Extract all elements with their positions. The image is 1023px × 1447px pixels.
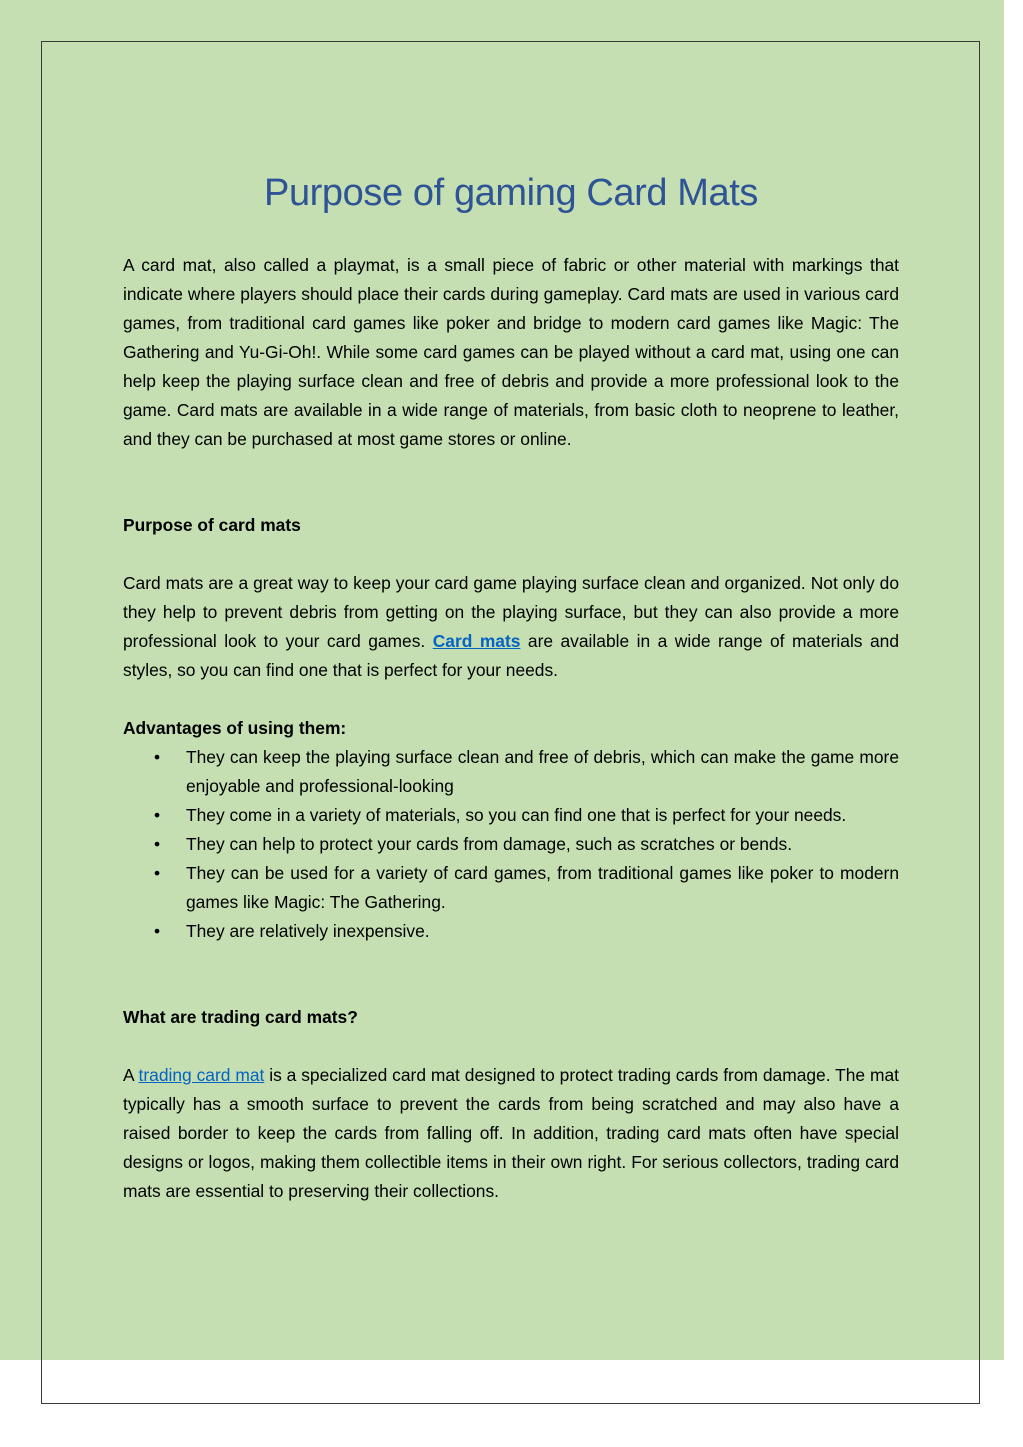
purpose-heading: Purpose of card mats (123, 515, 301, 535)
bullet-icon: • (154, 921, 161, 941)
list-item (123, 743, 899, 801)
bullet-icon: • (154, 747, 161, 767)
trading-text-after: is a specialized card mat designed to protect trading cards from damage. The mat typically has a smooth surface to prevent the cards from being scratched and may also have a raised border to keep the cards from falling off. In addition, trading card mats often have special designs or logos, making them collectible items in their own right. For serious collectors, trading card mats are essential to preserving their collections. (123, 1065, 899, 1201)
list-item (123, 917, 899, 946)
purpose-paragraph (123, 569, 899, 685)
advantages-list (123, 743, 899, 946)
trading-heading: What are trading card mats? (123, 1007, 358, 1027)
card-mats-link[interactable]: Card mats (432, 631, 521, 651)
trading-text-before: A (123, 1065, 139, 1085)
bullet-icon: • (154, 834, 161, 854)
intro-paragraph: A card mat, also called a playmat, is a small piece of fabric or other material with markings that indicate where players should place their cards during gameplay. Card mats are used in various card games, from traditional card games like poker and bridge to modern card games like Magic: The Gathering and Yu-Gi-Oh!. While some card games can be played without a card mat, using one can help keep the playing surface clean and free of debris and provide a more professional look to the game. Card mats are available in a wide range of materials, from basic cloth to neoprene to leather, and they can be purchased at most game stores or online. (123, 255, 899, 449)
list-item (123, 859, 899, 917)
list-item-text: They are relatively inexpensive. (186, 921, 430, 941)
purpose-text-after: are available in a wide range of materials and styles, so you can find one that is perfect for your needs. (123, 631, 899, 680)
bullet-icon: • (154, 863, 161, 883)
bullet-icon: • (154, 805, 161, 825)
advantages-heading: Advantages of using them: (123, 718, 347, 738)
list-item-text: They come in a variety of materials, so you can find one that is perfect for your needs. (186, 805, 847, 825)
list-item-text: They can be used for a variety of card games, from traditional games like poker to modern games like Magic: The Gathering. (186, 863, 899, 912)
trading-paragraph (123, 1061, 899, 1206)
list-item (123, 801, 899, 830)
list-item-text: They can help to protect your cards from damage, such as scratches or bends. (186, 834, 793, 854)
list-item-text: They can keep the playing surface clean and free of debris, which can make the game more enjoyable and professional-looking (186, 747, 899, 796)
list-item (123, 830, 899, 859)
trading-card-mat-link[interactable]: trading card mat (138, 1065, 265, 1085)
document-title: Purpose of gaming Card Mats (264, 172, 758, 214)
purpose-text-before: Card mats are a great way to keep your card game playing surface clean and organized. Not only do they help to prevent debris from getting on the playing surface, but they can also provide a more professional look to your card games. (123, 573, 899, 651)
